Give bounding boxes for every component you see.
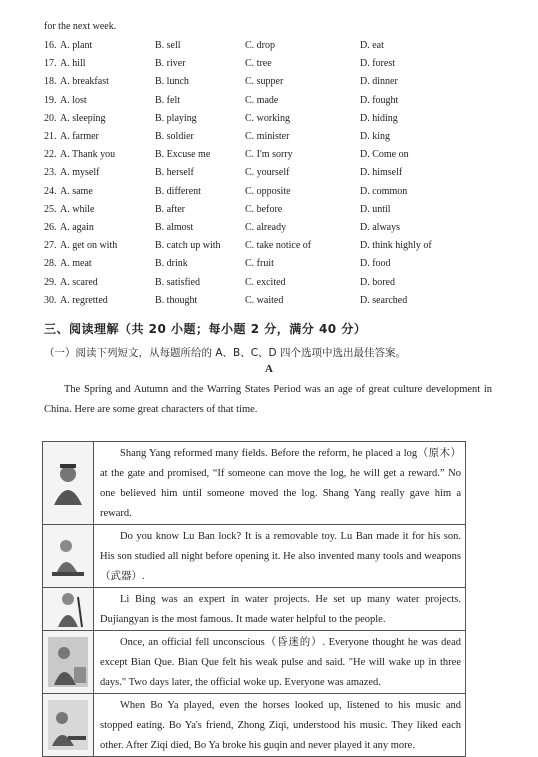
option-d: D. common [360,185,408,197]
passage-intro: The Spring and Autumn and the Warring States Period was an age of great culture development in China. Here are some great characters of that time. [44,384,492,415]
option-c: C. I'm sorry [245,149,293,161]
option-a: A. while [60,203,95,215]
option-a: A. hill [60,58,86,70]
option-c: C. opposite [245,185,291,197]
option-row [0,258,538,272]
option-c: C. excited [245,276,286,288]
option-a: A. myself [60,167,100,179]
option-a: A. again [60,222,94,233]
question-number: 23. [44,167,57,179]
question-number: 21. [44,131,57,142]
option-d: D. always [360,222,400,233]
option-c: C. yourself [245,167,290,179]
option-d: D. himself [360,167,403,179]
option-b: B. lunch [155,76,189,88]
question-number: 24. [44,185,57,197]
option-a: A. farmer [60,131,99,142]
shang-yang-portrait [43,442,94,524]
character-text: Once, an official fell unconscious（昏迷的）. Everyone thought he was dead except Bian Que. Bian Que felt his weak pulse and said. "He will wake up in three days." Two days later, the official woke up. Everyone was amazed. [100,637,461,688]
option-a: A. get on with [60,240,118,252]
option-c: C. minister [245,131,290,142]
question-number: 29. [44,276,57,288]
option-c: C. fruit [245,258,274,270]
lu-ban-portrait [43,525,94,587]
character-text: Shang Yang reformed many fields. Before the reform, he placed a log（原木）at the gate and promised, “If someone can move the log, he will get a reward.” No one believed him until someone moved the log. Shang Yang really gave him a reward. [100,448,461,519]
option-c: C. take notice of [245,240,312,252]
option-row [0,76,538,90]
bian-que-portrait [43,631,94,693]
question-number: 16. [44,40,57,51]
question-number: 20. [44,112,57,124]
option-d: D. food [360,258,391,270]
characters-table [42,441,466,757]
option-row [0,186,538,200]
option-a: A. sleeping [60,112,106,124]
option-a: A. breakfast [60,76,109,88]
sub-instruction: （一）阅读下列短文，从每题所给的 A、B、C、D 四个选项中选出最佳答案。 [44,347,406,359]
option-b: B. different [155,185,201,197]
option-b: B. herself [155,167,194,179]
table-row [43,442,465,524]
option-row [0,204,538,218]
option-row [0,222,538,236]
question-number: 17. [44,58,57,70]
option-row [0,95,538,109]
table-row [43,524,465,587]
option-d: D. dinner [360,76,398,88]
option-c: C. tree [245,58,272,70]
option-d: D. think highly of [360,240,432,252]
option-c: C. drop [245,40,275,51]
continued-text: for the next week. [44,21,117,32]
option-row [0,295,538,309]
question-number: 18. [44,76,57,88]
option-b: B. soldier [155,131,194,142]
option-row [0,277,538,291]
option-c: C. supper [245,76,284,88]
option-b: B. satisfied [155,276,200,288]
bo-ya-portrait [43,694,94,756]
option-b: B. Excuse me [155,149,211,161]
option-a: A. regretted [60,294,108,306]
table-row [43,630,465,693]
option-d: D. Come on [360,149,409,161]
option-c: C. made [245,94,279,106]
option-row [0,113,538,127]
option-b: B. playing [155,112,197,124]
option-d: D. hiding [360,112,398,124]
option-b: B. after [155,203,185,215]
character-text: Li Bing was an expert in water projects. He set up many water projects. Dujiangyan is the most famous. It made water helpful to the people. [100,594,461,625]
option-row [0,240,538,254]
option-d: D. forest [360,58,395,70]
option-row [0,40,538,54]
option-a: A. scared [60,276,98,288]
option-a: A. meat [60,258,92,270]
character-text: Do you know Lu Ban lock? It is a removable toy. Lu Ban made it for his son. His son studied all night before opening it. He also invented many tools and weapons（武器）. [100,531,461,582]
option-a: A. same [60,185,93,197]
question-number: 26. [44,222,57,233]
option-d: D. eat [360,40,384,51]
question-number: 28. [44,258,57,270]
option-c: C. before [245,203,283,215]
option-a: A. Thank you [60,149,116,161]
section-title: 三、阅读理解（共 20 小题；每小题 2 分，满分 40 分） [44,322,367,336]
li-bing-portrait [43,588,94,630]
option-d: D. king [360,131,390,142]
option-b: B. sell [155,40,181,51]
question-number: 22. [44,149,57,161]
option-row [0,131,538,145]
question-number: 27. [44,240,57,252]
option-d: D. until [360,203,391,215]
option-b: B. thought [155,294,198,306]
question-number: 30. [44,294,57,306]
option-b: B. almost [155,222,194,233]
passage-letter: A [265,363,273,375]
option-b: B. catch up with [155,240,221,252]
option-a: A. plant [60,40,93,51]
option-c: C. working [245,112,290,124]
character-text: When Bo Ya played, even the horses looked up, listened to his music and stopped eating. Bo Ya's friend, Zhong Ziqi, understood his music. They liked each other. After Ziqi died, Bo Ya broke his guqin and never played it any more. [100,700,461,751]
option-d: D. searched [360,294,408,306]
option-b: B. river [155,58,186,70]
option-c: C. already [245,222,287,233]
option-b: B. felt [155,94,180,106]
option-d: D. fought [360,94,399,106]
option-row [0,58,538,72]
question-number: 25. [44,203,57,215]
table-row [43,587,465,630]
option-row [0,167,538,181]
question-number: 19. [44,94,57,106]
option-row [0,149,538,163]
option-d: D. bored [360,276,395,288]
option-a: A. lost [60,94,87,106]
option-c: C. waited [245,294,284,306]
option-b: B. drink [155,258,188,270]
